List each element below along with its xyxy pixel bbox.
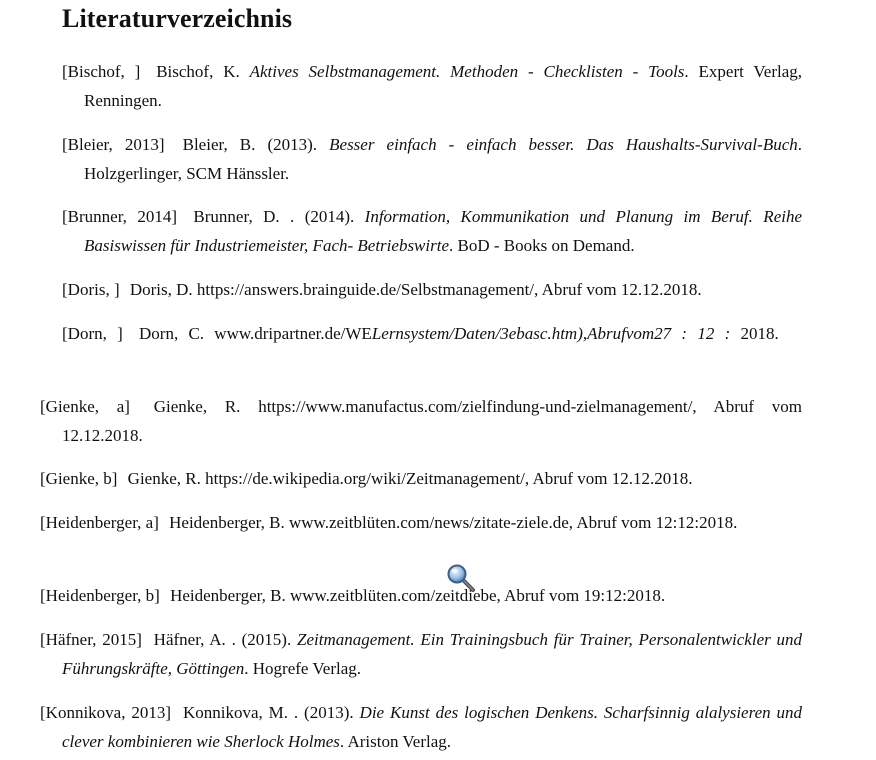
- ref-title: Aktives Selbstmanagement. Methoden - Checklisten - Tools: [249, 62, 685, 81]
- ref-rest: . BoD - Books on Demand.: [449, 236, 635, 255]
- ref-rest: . Ariston Verlag.: [339, 732, 452, 751]
- ref-author: Häfner, A. . (2015).: [153, 630, 292, 649]
- ref-key: [Gienke, a]: [40, 397, 130, 416]
- reference-gienke-b: [40, 464, 802, 493]
- reference-konnikova: [40, 698, 802, 756]
- ref-author: Bischof, K.: [156, 62, 240, 81]
- ref-author: Heidenberger, B.: [169, 513, 285, 532]
- ref-author: Gienke, R.: [153, 397, 241, 416]
- reference-heidenberger-b: [40, 581, 802, 610]
- reference-doris: [62, 275, 802, 304]
- reference-haefner: [40, 625, 802, 683]
- ref-key: [Häfner, 2015]: [40, 630, 142, 649]
- ref-author: Gienke, R.: [127, 469, 201, 488]
- magnifier-icon[interactable]: [446, 563, 476, 593]
- ref-key: [Brunner, 2014]: [62, 207, 178, 226]
- ref-title: Information, Kommunikation und Planung im Beruf. Reihe Basiswissen für Industriemeister, Fach- Betriebswirte: [84, 207, 803, 255]
- ref-rest: . Expert Verlag, Renningen.: [84, 62, 803, 110]
- ref-rest: . Holzgerlinger, SCM Hänssler.: [84, 135, 802, 183]
- ref-year: 2018.: [740, 324, 779, 343]
- ref-author: Doris, D.: [129, 280, 193, 299]
- ref-rest: . Hogrefe Verlag.: [244, 659, 362, 678]
- ref-author: Brunner, D. . (2014).: [193, 207, 355, 226]
- ref-url: https://de.wikipedia.org/wiki/Zeitmanagement/, Abruf vom 12.12.2018.: [205, 469, 693, 488]
- ref-title: Besser einfach - einfach besser. Das Haushalts-Survival-Buch: [329, 135, 798, 154]
- ref-math-fragment: Lernsystem/Daten/3ebasc.htm),Abrufvom27 : 12 :: [371, 324, 731, 343]
- reference-bischof: [62, 57, 802, 115]
- ref-author: Dorn, C.: [139, 324, 205, 343]
- reference-heidenberger-a: [40, 508, 802, 537]
- ref-key: [Dorn, ]: [62, 324, 123, 343]
- ref-author: Konnikova, M. . (2013).: [182, 703, 354, 722]
- ref-key: [Bleier, 2013]: [62, 135, 165, 154]
- ref-title: Die Kunst des logischen Denkens. Scharfsinnig alalysieren und clever kombinieren wie Sherlock Holmes: [62, 703, 803, 751]
- reference-dorn: [62, 319, 802, 348]
- ref-key: [Bischof, ]: [62, 62, 141, 81]
- reference-bleier: [62, 130, 802, 188]
- page-title: Literaturverzeichnis: [62, 4, 293, 33]
- ref-url: www.zeitblüten.com/zeitdiebe, Abruf vom 19:12:2018.: [289, 586, 666, 605]
- reference-gienke-a: [40, 392, 802, 450]
- reference-brunner: [62, 202, 802, 260]
- ref-author: Bleier, B. (2013).: [182, 135, 318, 154]
- ref-url: https://answers.brainguide.de/Selbstmanagement/, Abruf vom 12.12.2018.: [196, 280, 702, 299]
- ref-url: https://www.manufactus.com/zielfindung-und-zielmanagement/, Abruf vom 12.12.2018.: [62, 397, 802, 445]
- ref-url: www.zeitblüten.com/news/zitate-ziele.de, Abruf vom 12:12:2018.: [289, 513, 738, 532]
- ref-key: [Gienke, b]: [40, 469, 118, 488]
- ref-key: [Doris, ]: [62, 280, 120, 299]
- ref-author: Heidenberger, B.: [170, 586, 286, 605]
- ref-title: Zeitmanagement. Ein Trainingsbuch für Trainer, Personalentwickler und Führungskräfte, Göttingen: [62, 630, 803, 678]
- ref-key: [Heidenberger, a]: [40, 513, 159, 532]
- ref-url: www.dripartner.de/WE: [214, 324, 372, 343]
- ref-key: [Heidenberger, b]: [40, 586, 160, 605]
- ref-key: [Konnikova, 2013]: [40, 703, 172, 722]
